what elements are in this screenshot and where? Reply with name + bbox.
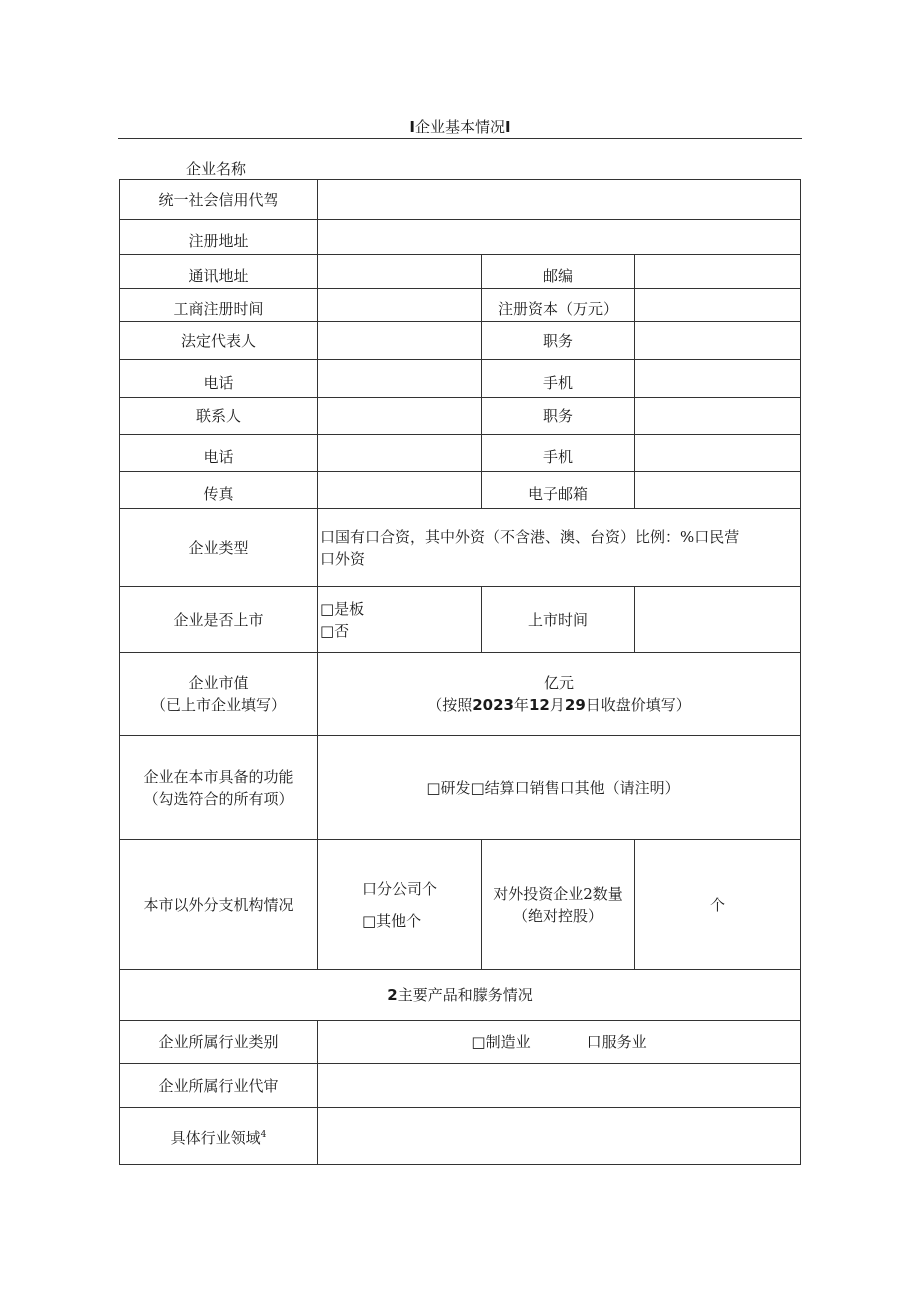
row-ent-type (120, 509, 801, 587)
row-mail-address (120, 255, 801, 289)
row-reg-address (120, 220, 801, 255)
manufacturing-checkbox[interactable]: □制造业 (471, 1033, 531, 1051)
row-legal-rep (120, 322, 801, 360)
industry-category-options[interactable] (318, 1021, 801, 1064)
label-functions-note: （勾选符合的所有项） (143, 789, 294, 808)
label-invest-note: （绝对控股） (512, 906, 603, 925)
section-1-number: I (409, 118, 415, 136)
row-listed (120, 587, 801, 653)
label-mobile-1: 手机 (482, 360, 635, 398)
listed-no-checkbox[interactable]: □否 (320, 621, 350, 640)
label-invest-cell (482, 840, 635, 970)
input-email[interactable] (635, 472, 801, 509)
label-credit-code: 统一社会信用代驾 (120, 180, 318, 220)
row-industry-category (120, 1021, 801, 1064)
input-legal-rep[interactable] (318, 322, 482, 360)
branch-other-checkbox[interactable]: □其他个 (361, 911, 422, 930)
label-branches: 本市以外分支机构情况 (120, 840, 318, 970)
input-mail-address[interactable] (318, 255, 482, 289)
input-postcode[interactable] (635, 255, 801, 289)
label-market-value-note: （已上市企业填写） (150, 696, 286, 714)
title-divider (118, 138, 802, 139)
label-reg-time: 工商注册时间 (120, 289, 318, 322)
label-phone-1: 电话 (120, 360, 318, 398)
input-reg-address[interactable] (318, 220, 801, 255)
input-market-value[interactable] (318, 653, 801, 736)
label-postcode: 邮编 (482, 255, 635, 289)
input-reg-time[interactable] (318, 289, 482, 322)
label-reg-capital: 注册资本（万元） (482, 289, 635, 322)
label-industry-code: 企业所属行业代审 (120, 1064, 318, 1108)
row-market-value (120, 653, 801, 736)
label-industry-field: 具体行业领域 (170, 1128, 261, 1147)
row-contact (120, 398, 801, 435)
row-branches (120, 840, 801, 970)
branch-company-checkbox[interactable]: 口分公司个 (361, 879, 437, 898)
row-fax (120, 472, 801, 509)
input-credit-code[interactable] (318, 180, 801, 220)
row-credit-code (120, 180, 801, 220)
input-industry-code[interactable] (318, 1064, 801, 1108)
label-reg-address: 注册地址 (120, 220, 318, 255)
input-mobile-1[interactable] (635, 360, 801, 398)
row-reg-time (120, 289, 801, 322)
row-phone-1 (120, 360, 801, 398)
footnote-marker: 4 (260, 1129, 267, 1140)
input-phone-2[interactable] (318, 435, 482, 472)
row-industry-code (120, 1064, 801, 1108)
ent-type-line-2: 口外资 (320, 549, 366, 568)
label-fax: 传真 (120, 472, 318, 509)
ent-type-options[interactable] (318, 509, 801, 587)
section-1-suffix: I (505, 118, 511, 136)
label-market-value: 企业市值 (188, 674, 249, 692)
input-phone-1[interactable] (318, 360, 482, 398)
label-functions: 企业在本市具备的功能 (143, 767, 294, 786)
input-position-2[interactable] (635, 398, 801, 435)
label-market-value-cell (120, 653, 318, 736)
input-mobile-2[interactable] (635, 435, 801, 472)
market-value-note: （按照2023年12月29日收盘价填写） (427, 696, 691, 714)
label-legal-rep: 法定代表人 (120, 322, 318, 360)
market-value-unit: 亿元 (544, 674, 575, 692)
input-listed-time[interactable] (635, 587, 801, 653)
label-industry-field-cell (120, 1108, 318, 1165)
input-position-1[interactable] (635, 322, 801, 360)
label-invest: 对外投资企业2数量 (493, 884, 623, 903)
label-functions-cell (120, 736, 318, 840)
company-name-label: 企业名称 (186, 160, 247, 178)
label-position-2: 职务 (482, 398, 635, 435)
row-industry-field (120, 1108, 801, 1165)
label-position-1: 职务 (482, 322, 635, 360)
invest-unit: 个 (710, 895, 726, 914)
input-invest[interactable] (635, 840, 801, 970)
input-fax[interactable] (318, 472, 482, 509)
section-1-text: 企业基本情况 (414, 118, 505, 136)
service-checkbox[interactable]: 口服务业 (586, 1033, 647, 1051)
section-1-title (0, 116, 920, 137)
section-2-number: 2 (387, 986, 398, 1004)
label-mail-address: 通讯地址 (120, 255, 318, 289)
label-phone-2: 电话 (120, 435, 318, 472)
listed-options[interactable] (318, 587, 482, 653)
row-phone-2 (120, 435, 801, 472)
label-email: 电子邮箱 (482, 472, 635, 509)
input-reg-capital[interactable] (635, 289, 801, 322)
label-listed: 企业是否上市 (120, 587, 318, 653)
section-2-title (120, 970, 801, 1021)
row-section-2 (120, 970, 801, 1021)
branches-options[interactable] (318, 840, 482, 970)
row-functions (120, 736, 801, 840)
label-industry-category: 企业所属行业类别 (120, 1021, 318, 1064)
input-industry-field[interactable] (318, 1108, 801, 1165)
section-2-text: 主要产品和朦务情况 (397, 986, 533, 1004)
company-info-form (119, 179, 801, 1165)
input-contact[interactable] (318, 398, 482, 435)
functions-options[interactable] (318, 736, 801, 840)
label-mobile-2: 手机 (482, 435, 635, 472)
label-ent-type: 企业类型 (120, 509, 318, 587)
label-contact: 联系人 (120, 398, 318, 435)
listed-yes-checkbox[interactable]: □是板 (320, 599, 365, 618)
functions-checkboxes[interactable]: □研发□结算口销售口其他（请注明） (426, 778, 680, 797)
label-listed-time: 上市时间 (482, 587, 635, 653)
ent-type-line-1: 口国有口合资，其中外资（不含港、澳、台资）比例：%口民营 (320, 527, 740, 546)
